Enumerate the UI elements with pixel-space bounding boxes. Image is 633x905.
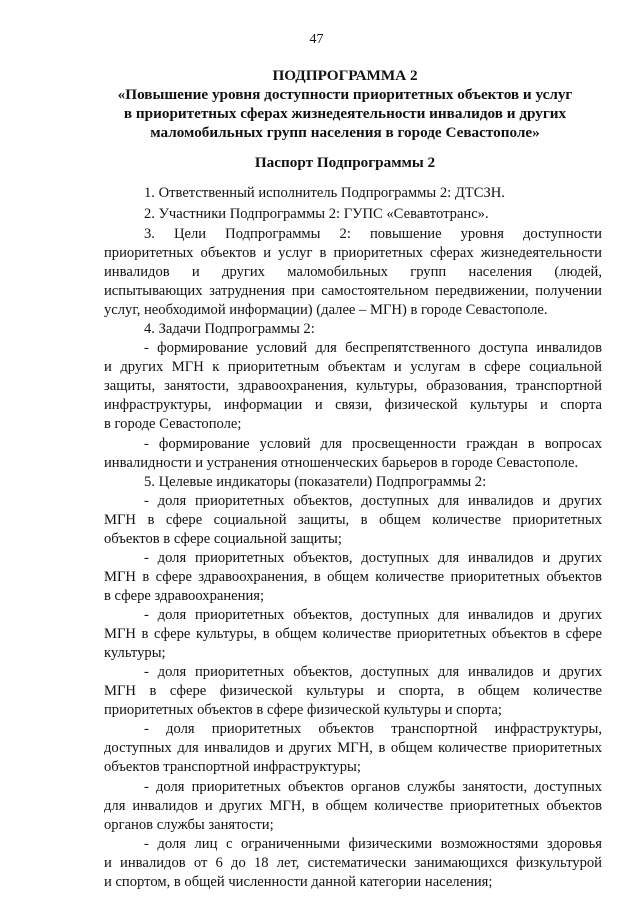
text-line: - формирование условий для беспрепятственного доступа инвалидов (144, 340, 602, 356)
page-number: 47 (309, 32, 324, 47)
text-line: инвалидности и устранения отношенческих барьеров в городе Севастополе. (104, 455, 579, 471)
text-line: доступных для инвалидов и других МГН, в общем количестве приоритетных (104, 740, 602, 756)
text-line: в городе Севастополе; (104, 416, 242, 432)
text-line: - доля приоритетных объектов, доступных для инвалидов и других (144, 664, 602, 680)
text-line: инфраструктуры, информации и связи, физической культуры и спорта (104, 397, 602, 413)
text-line: и спортом, в общей численности данной категории населения; (104, 874, 493, 890)
text-line: - доля приоритетных объектов, доступных для инвалидов и других (144, 550, 602, 566)
text-line: приоритетных объектов в сфере физической культуры и спорта; (104, 702, 502, 718)
text-line: объектов транспортной инфраструктуры; (104, 759, 361, 775)
text-line: МГН в сфере здравоохранения, в общем количестве приоритетных объектов (104, 569, 602, 585)
text-line: 1. Ответственный исполнитель Подпрограммы 2: ДТСЗН. (144, 185, 505, 201)
text-line: 2. Участники Подпрограммы 2: ГУПС «Севавтотранс». (144, 206, 489, 222)
text-line: 4. Задачи Подпрограммы 2: (144, 321, 315, 337)
text-line: органов службы занятости; (104, 817, 274, 833)
text-line: и других МГН к приоритетным объектам и услугам в сфере социальной (104, 359, 602, 375)
subtitle-line: «Повышение уровня доступности приоритетных объектов и услуг (117, 86, 573, 103)
passport-title: Паспорт Подпрограммы 2 (254, 154, 436, 171)
text-line: объектов в сфере социальной защиты; (104, 531, 342, 547)
text-line: - доля приоритетных объектов транспортной инфраструктуры, (144, 721, 602, 737)
text-line: - доля приоритетных объектов, доступных для инвалидов и других (144, 607, 602, 623)
text-line: и инвалидов от 6 до 18 лет, систематически занимающихся физкультурой (104, 855, 602, 871)
text-line: испытывающих затруднения при самостоятельном передвижении, получении (104, 283, 602, 299)
subtitle-line: в приоритетных сферах жизнедеятельности инвалидов и других (123, 105, 567, 122)
text-line: - доля лиц с ограниченными физическими возможностями здоровья (144, 836, 602, 852)
text-line: - доля приоритетных объектов, доступных для инвалидов и других (144, 493, 602, 509)
text-line: приоритетных объектов и услуг в приоритетных сферах жизнедеятельности (104, 245, 602, 261)
text-line: МГН в сфере социальной защиты, в общем количестве приоритетных (104, 512, 602, 528)
text-line: культуры; (104, 645, 166, 661)
text-line: МГН в сфере физической культуры и спорта, в общем количестве (104, 683, 602, 699)
text-line: - формирование условий для просвещенности граждан в вопросах (144, 436, 602, 452)
text-line: МГН в сфере культуры, в общем количестве приоритетных объектов в сфере (104, 626, 602, 642)
text-line: услуг, необходимой информации) (далее – МГН) в городе Севастополе. (104, 302, 548, 318)
text-line: для инвалидов и других МГН, в общем количестве приоритетных объектов (104, 798, 602, 814)
text-line: в сфере здравоохранения; (104, 588, 265, 604)
program-title: ПОДПРОГРАММА 2 (272, 67, 418, 84)
text-line: 5. Целевые индикаторы (показатели) Подпрограммы 2: (144, 474, 487, 490)
text-line: защиты, занятости, здравоохранения, культуры, образования, транспортной (104, 378, 602, 394)
subtitle-line: маломобильных групп населения в городе Севастополе» (150, 124, 540, 141)
text-line: 3. Цели Подпрограммы 2: повышение уровня доступности (144, 226, 602, 242)
text-line: инвалидов и других маломобильных групп населения (людей, (104, 264, 602, 280)
text-line: - доля приоритетных объектов органов службы занятости, доступных (144, 779, 602, 795)
program-subtitle (100, 85, 590, 142)
